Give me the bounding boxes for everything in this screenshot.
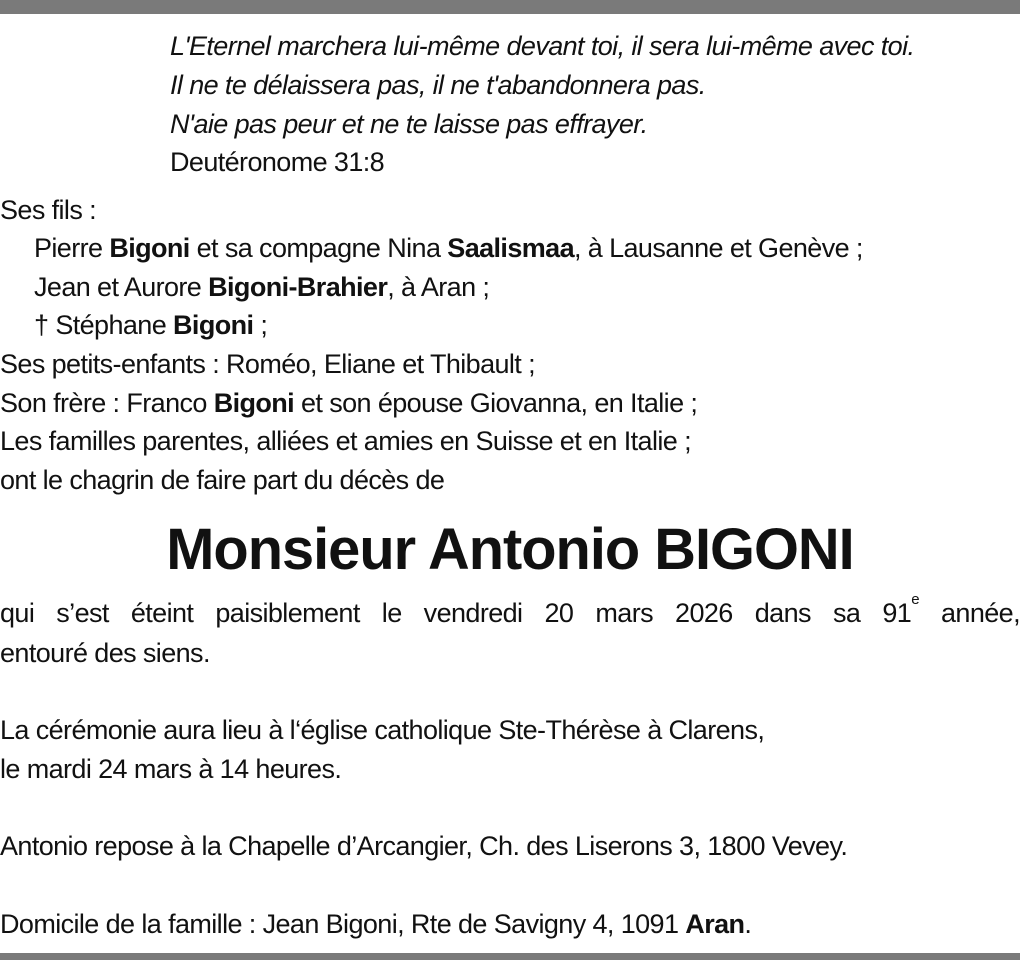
son1-rest: , à Lausanne et Genève ; — [573, 233, 863, 263]
domicile-end: . — [744, 909, 752, 939]
ceremony-line-2: le mardi 24 mars à 14 heures. — [0, 754, 342, 784]
son-line-1 — [34, 231, 863, 265]
passing-line-2: entouré des siens. — [0, 638, 210, 668]
verse-line-1: L'Eternel marchera lui-même devant toi, il sera lui-même avec toi. — [170, 31, 915, 61]
top-border-bar — [0, 0, 1020, 14]
son2-last: Bigoni-Brahier — [208, 272, 388, 302]
passing-word: sa — [832, 598, 861, 628]
passing-word: vendredi — [423, 598, 523, 628]
brother-last: Bigoni — [213, 388, 295, 418]
passing-word: le — [381, 598, 402, 628]
passing-word: 2026 — [675, 598, 733, 628]
passing-line-1 — [0, 591, 1020, 630]
age-suffix: e — [911, 591, 919, 608]
son1-first: Pierre — [34, 233, 110, 263]
passing-word: qui — [0, 598, 35, 628]
son2-rest: , à Aran ; — [387, 272, 490, 302]
passing-word: éteint — [130, 598, 194, 628]
son-line-3 — [34, 308, 267, 342]
son-line-2 — [34, 270, 489, 304]
sons-label: Ses fils : — [0, 195, 97, 225]
domicile-text: Domicile de la famille : Jean Bigoni, Rte de Savigny 4, 1091 — [0, 909, 686, 939]
son3-first: † Stéphane — [34, 310, 174, 340]
passing-word: dans — [754, 598, 811, 628]
grandchildren-line: Ses petits-enfants : Roméo, Eliane et Thibault ; — [0, 349, 536, 379]
rest-line: Antonio repose à la Chapelle d’Arcangier, Ch. des Liserons 3, 1800 Vevey. — [0, 831, 848, 861]
passing-word: 20 — [544, 598, 574, 628]
passing-word: mars — [595, 598, 653, 628]
passing-age — [882, 591, 919, 630]
age-number: 91 — [882, 598, 912, 628]
passing-word: année, — [940, 598, 1020, 628]
deceased-name: Monsieur Antonio BIGONI — [166, 517, 854, 582]
domicile-line — [0, 907, 751, 941]
passing-word: s’est — [56, 598, 109, 628]
son1-mid: et sa compagne Nina — [189, 233, 448, 263]
son3-rest: ; — [253, 310, 268, 340]
ceremony-line-1: La cérémonie aura lieu à l‘église catholique Ste-Thérèse à Clarens, — [0, 715, 765, 745]
domicile-place: Aran — [685, 909, 745, 939]
son1-partner-last: Saalismaa — [447, 233, 574, 263]
son1-last: Bigoni — [109, 233, 190, 263]
bottom-border-bar — [0, 953, 1020, 960]
verse-line-2: Il ne te délaissera pas, il ne t'abandonnera pas. — [170, 70, 706, 100]
passing-word: paisiblement — [215, 598, 360, 628]
son3-last: Bigoni — [173, 310, 254, 340]
families-line: Les familles parentes, alliées et amies en Suisse et en Italie ; — [0, 426, 691, 456]
verse-reference: Deutéronome 31:8 — [170, 147, 385, 177]
brother-first: Son frère : Franco — [0, 388, 214, 418]
brother-rest: et son épouse Giovanna, en Italie ; — [294, 388, 698, 418]
announce-line: ont le chagrin de faire part du décès de — [0, 465, 445, 495]
son2-first: Jean et Aurore — [34, 272, 209, 302]
brother-line — [0, 386, 697, 420]
verse-line-3: N'aie pas peur et ne te laisse pas effrayer. — [170, 109, 648, 139]
